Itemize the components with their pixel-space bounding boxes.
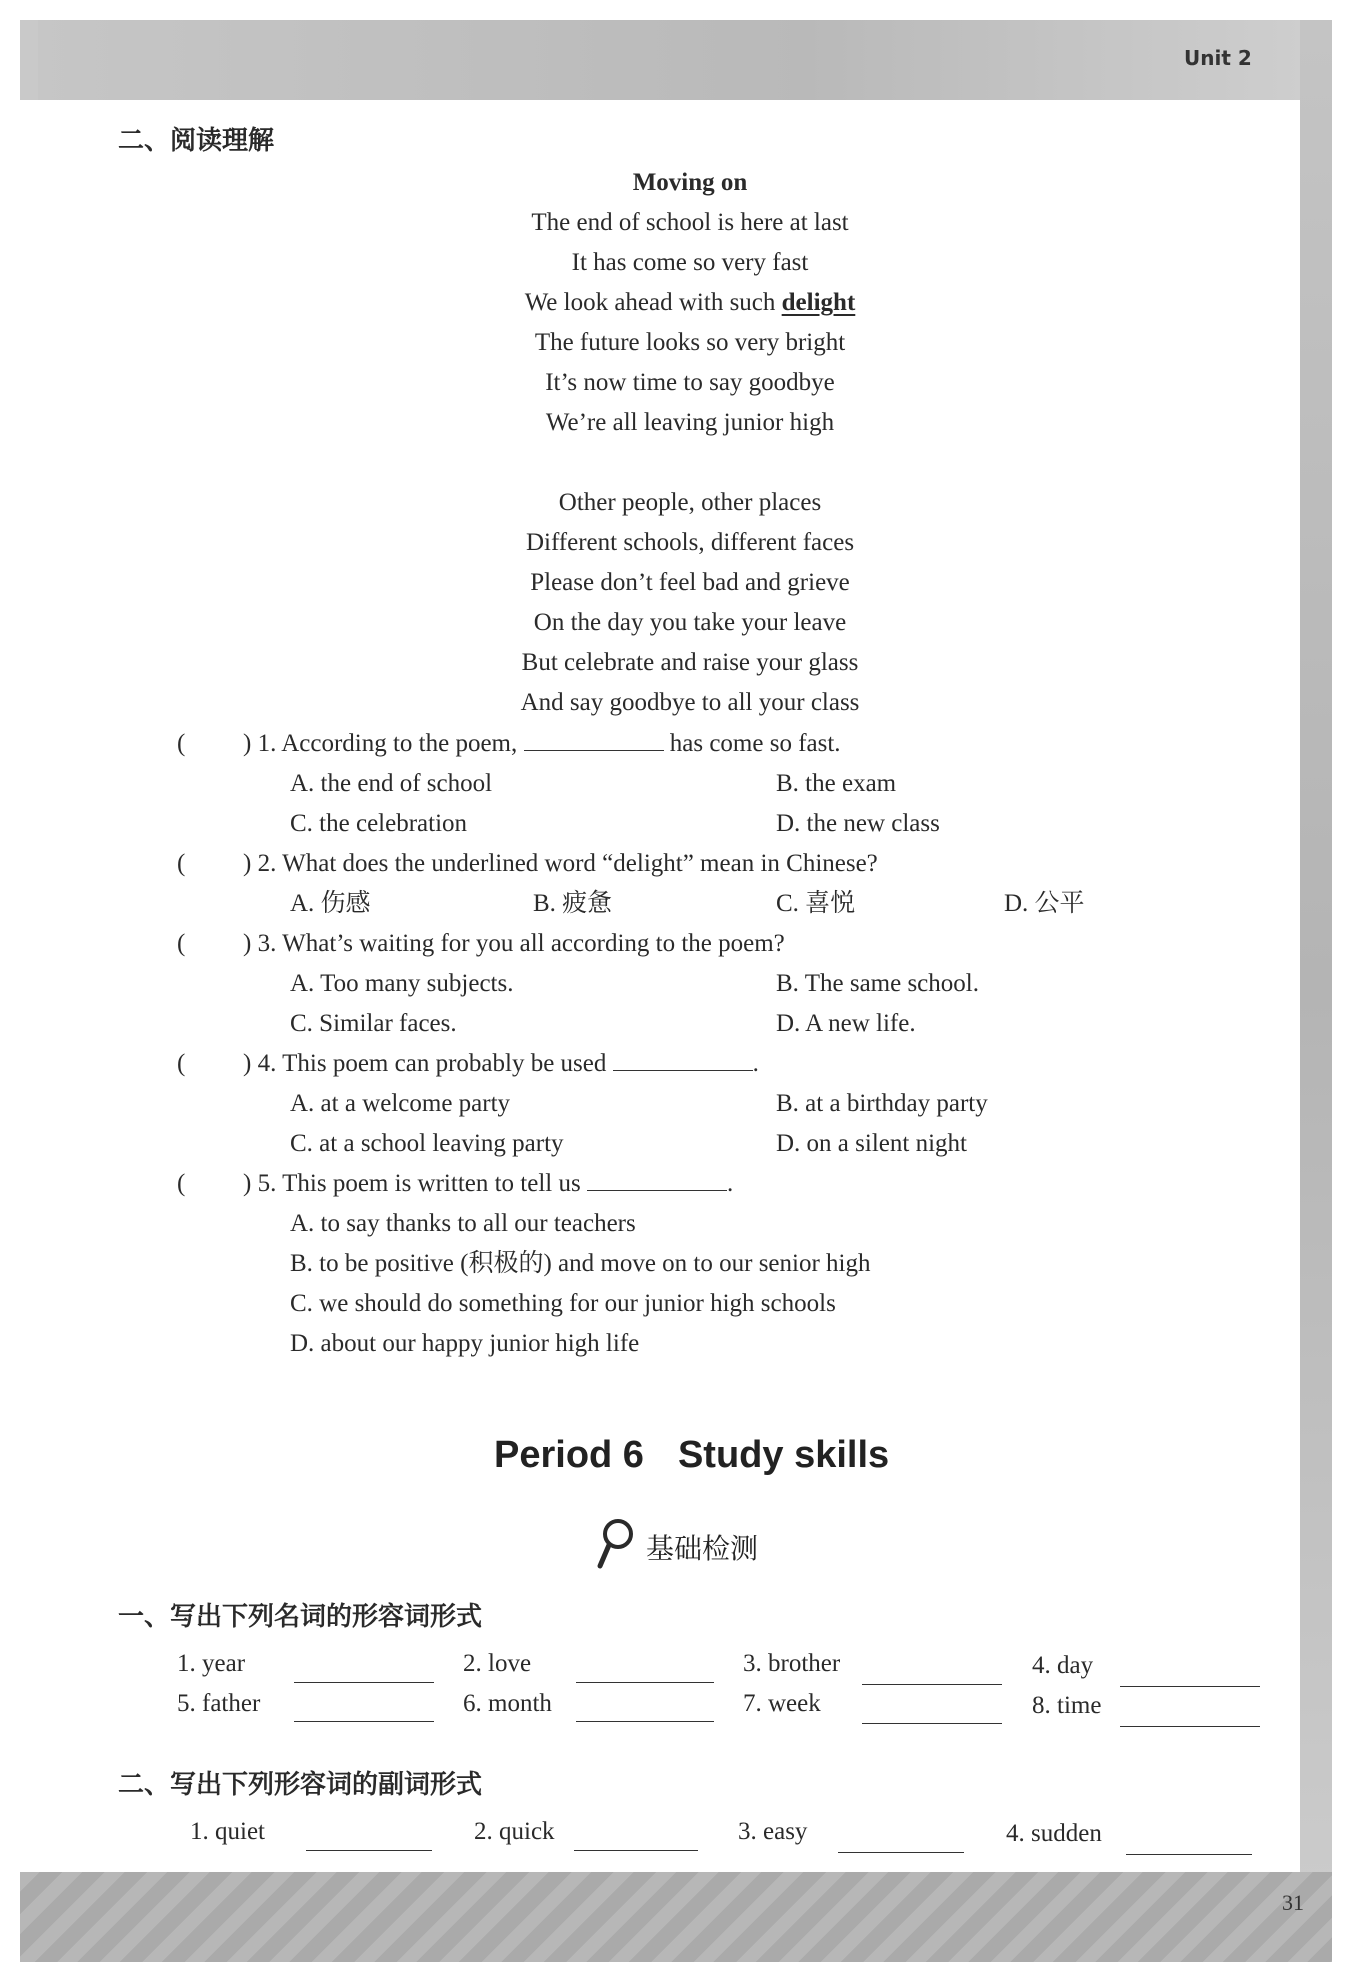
period-title: Study skills <box>677 1434 890 1476</box>
answer-blank[interactable] <box>862 1684 1002 1685</box>
reading-section-title: 二、阅读理解 <box>118 126 275 156</box>
period-label: Period 6 <box>494 1434 644 1476</box>
poem-title: Moving on <box>632 169 748 196</box>
scan-frame-bottom <box>20 1872 1332 1962</box>
answer-blank[interactable] <box>524 728 664 751</box>
exercise-item: 1. year <box>177 1650 246 1677</box>
answer-bracket-open[interactable]: ( <box>177 1050 186 1077</box>
answer-blank[interactable] <box>574 1850 698 1851</box>
exercise-item: 7. week <box>743 1690 821 1717</box>
answer-blank[interactable] <box>1126 1854 1252 1855</box>
basic-check-header <box>592 1516 758 1577</box>
poem-line: But celebrate and raise your glass <box>521 649 859 676</box>
poem-line: And say goodbye to all your class <box>520 689 860 716</box>
option[interactable]: B. the exam <box>776 770 897 797</box>
page-number: 31 <box>1282 1890 1304 1915</box>
answer-blank[interactable] <box>862 1723 1002 1724</box>
poem-line: Other people, other places <box>558 489 822 516</box>
option[interactable]: A. the end of school <box>290 770 493 797</box>
poem <box>440 163 940 723</box>
exercise-item: 8. time <box>1032 1692 1102 1719</box>
question-3-stem: ) 3. What’s waiting for you all according to the poem? <box>243 930 785 957</box>
answer-bracket-open[interactable]: ( <box>177 1170 186 1197</box>
period-heading <box>494 1434 889 1477</box>
exercise-item: 3. easy <box>738 1818 808 1845</box>
option[interactable]: C. we should do something for our junior high schools <box>290 1290 836 1317</box>
question-5-stem: ) 5. This poem is written to tell us . <box>243 1170 734 1197</box>
scan-frame-right <box>1300 20 1332 1960</box>
basic-check-label: 基础检测 <box>646 1531 759 1565</box>
question-4-stem: ) 4. This poem can probably be used . <box>243 1050 759 1077</box>
option[interactable]: C. 喜悦 <box>776 890 856 917</box>
option[interactable]: D. about our happy junior high life <box>290 1330 640 1357</box>
poem-line: We’re all leaving junior high <box>545 409 835 436</box>
option[interactable]: A. Too many subjects. <box>290 970 514 997</box>
poem-line: It’s now time to say goodbye <box>545 369 835 396</box>
scan-frame-top <box>20 20 1332 100</box>
option[interactable]: B. The same school. <box>776 970 979 997</box>
option[interactable]: B. at a birthday party <box>776 1090 988 1117</box>
answer-bracket-open[interactable]: ( <box>177 730 186 757</box>
exercise-item: 6. month <box>463 1690 552 1717</box>
option[interactable]: C. the celebration <box>290 810 468 837</box>
exercise-item: 5. father <box>177 1690 261 1717</box>
option[interactable]: D. the new class <box>776 810 940 837</box>
answer-bracket-open[interactable]: ( <box>177 930 186 957</box>
option[interactable]: D. 公平 <box>1004 890 1085 917</box>
option[interactable]: D. A new life. <box>776 1010 916 1037</box>
poem-line: We look ahead with such delight <box>524 289 856 316</box>
question-1-stem: ) 1. According to the poem, has come so fast. <box>243 730 841 757</box>
underlined-word: delight <box>781 289 856 316</box>
option[interactable]: B. to be positive (积极的) and move on to our senior high <box>290 1250 871 1277</box>
answer-blank[interactable] <box>576 1721 714 1722</box>
option[interactable]: A. to say thanks to all our teachers <box>290 1210 636 1237</box>
answer-bracket-open[interactable]: ( <box>177 850 186 877</box>
poem-line: Please don’t feel bad and grieve <box>530 569 850 596</box>
exercise-item: 3. brother <box>743 1650 841 1677</box>
exercise-2-title: 二、写出下列形容词的副词形式 <box>118 1770 483 1800</box>
answer-blank[interactable] <box>294 1682 434 1683</box>
poem-line: It has come so very fast <box>571 249 809 276</box>
answer-blank[interactable] <box>838 1852 964 1853</box>
exercise-item: 2. quick <box>474 1818 555 1845</box>
answer-blank[interactable] <box>1120 1686 1260 1687</box>
poem-stanza-gap <box>440 443 940 483</box>
poem-line: Different schools, different faces <box>525 529 855 556</box>
unit-label: Unit 2 <box>1184 46 1252 70</box>
answer-blank[interactable] <box>576 1682 714 1683</box>
option[interactable]: C. Similar faces. <box>290 1010 457 1037</box>
exercise-item: 2. love <box>463 1650 532 1677</box>
option[interactable]: A. at a welcome party <box>290 1090 511 1117</box>
answer-blank[interactable] <box>306 1850 432 1851</box>
option[interactable]: D. on a silent night <box>776 1130 967 1157</box>
answer-blank[interactable] <box>294 1721 434 1722</box>
option[interactable]: C. at a school leaving party <box>290 1130 564 1157</box>
question-2-stem: ) 2. What does the underlined word “delight” mean in Chinese? <box>243 850 878 877</box>
poem-line: The future looks so very bright <box>534 329 846 356</box>
magnifier-icon <box>592 1516 636 1577</box>
exercise-item: 1. quiet <box>190 1818 265 1845</box>
answer-blank[interactable] <box>1120 1726 1260 1727</box>
option[interactable]: B. 疲惫 <box>533 890 613 917</box>
poem-line: The end of school is here at last <box>531 209 849 236</box>
exercise-1-title: 一、写出下列名词的形容词形式 <box>118 1602 483 1632</box>
poem-line: On the day you take your leave <box>533 609 847 636</box>
exercise-item: 4. day <box>1032 1652 1094 1679</box>
exercise-item: 4. sudden <box>1006 1820 1102 1847</box>
answer-blank[interactable] <box>587 1168 727 1191</box>
answer-blank[interactable] <box>613 1048 753 1071</box>
option[interactable]: A. 伤感 <box>290 890 371 917</box>
